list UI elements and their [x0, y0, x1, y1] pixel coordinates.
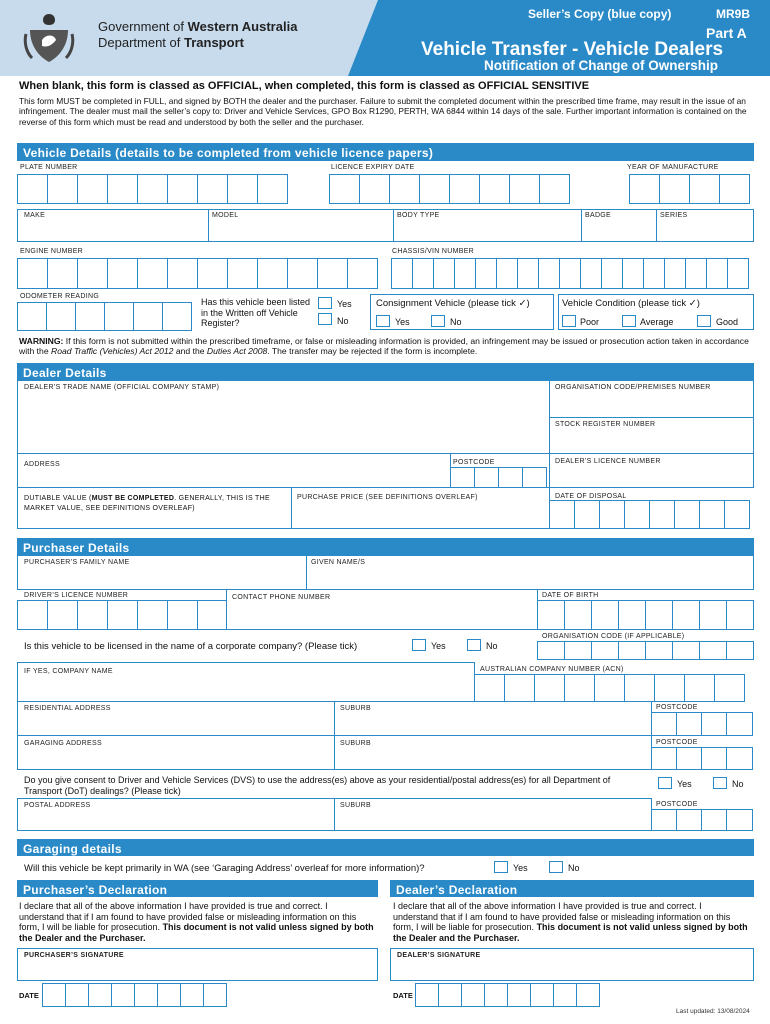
dealer-postcode-label: POSTCODE — [453, 459, 495, 466]
garaging-address-label: GARAGING ADDRESS — [24, 740, 102, 747]
condition-poor-checkbox[interactable] — [562, 315, 576, 327]
consignment-yes-checkbox[interactable] — [376, 315, 390, 327]
acn-label: AUSTRALIAN COMPANY NUMBER (ACN) — [480, 666, 624, 673]
condition-average-label: Average — [640, 317, 674, 327]
garaging-postcode-cells[interactable] — [651, 747, 752, 770]
chassis-vin-label: CHASSIS/VIN NUMBER — [392, 248, 475, 255]
make-field[interactable] — [17, 209, 209, 242]
org-code-label: ORGANISATION CODE/PREMISES NUMBER — [555, 384, 711, 391]
odometer-cells[interactable] — [17, 302, 191, 331]
form-part: Part A — [706, 25, 747, 41]
dealer-signature-label: DEALER’S SIGNATURE — [397, 952, 481, 959]
garaging-no-label: No — [568, 863, 580, 873]
date-disposal-cells[interactable] — [549, 500, 749, 529]
written-off-yes-label: Yes — [337, 299, 352, 309]
written-off-yes-checkbox[interactable] — [318, 297, 332, 309]
purchaser-date-cells[interactable] — [42, 983, 226, 1007]
body-type-label: BODY TYPE — [397, 212, 440, 219]
corporate-yes-label: Yes — [431, 641, 446, 651]
government-name: Government of Western Australia — [98, 19, 298, 34]
acn-cells[interactable] — [474, 674, 744, 702]
residential-postcode-label: POSTCODE — [656, 704, 698, 711]
garaging-postcode-label: POSTCODE — [656, 739, 698, 746]
purchaser-family-name-label: PURCHASER’S FAMILY NAME — [24, 559, 130, 566]
date-of-birth-cells[interactable] — [537, 600, 753, 630]
purchaser-date-label: DATE — [19, 991, 39, 1000]
purchaser-given-names-label: GIVEN NAME/S — [311, 559, 366, 566]
year-manufacture-cells[interactable] — [629, 174, 749, 204]
condition-average-checkbox[interactable] — [622, 315, 636, 327]
dealer-licence-label: DEALER’S LICENCE NUMBER — [555, 458, 661, 465]
plate-number-label: PLATE NUMBER — [20, 164, 78, 171]
driver-licence-cells[interactable] — [17, 600, 227, 630]
residential-suburb-label: SUBURB — [340, 705, 371, 712]
series-label: SERIES — [660, 212, 688, 219]
purchaser-signature-label: PURCHASER’S SIGNATURE — [24, 952, 124, 959]
engine-number-label: ENGINE NUMBER — [20, 248, 84, 255]
consent-yes-label: Yes — [677, 779, 692, 789]
dealer-trade-name-label: DEALER’S TRADE NAME (OFFICIAL COMPANY STAMP) — [24, 384, 220, 391]
purchaser-org-code-cells[interactable] — [537, 641, 753, 660]
classification-notice: When blank, this form is classed as OFFICIAL, when completed, this form is classed as OFFICIAL SENSITIVE — [19, 80, 590, 92]
garaging-suburb-label: SUBURB — [340, 740, 371, 747]
residential-postcode-cells[interactable] — [651, 712, 752, 736]
odometer-label: ODOMETER READING — [20, 293, 100, 300]
engine-number-cells[interactable] — [17, 258, 377, 289]
intro-text: This form MUST be completed in FULL, and signed by BOTH the dealer and the purchaser. Failure to submit the completed document within the prescribed time frame, may result in the issue of an infringement. The dealer must mail the seller’s copy to: Driver and Vehicle Services, GPO Box R1290, PERTH, WA 6844 within 14 days of the sale. Further important information is contained on the reverse of this form which must be read and understood by both the seller and the purchaser. — [19, 96, 747, 127]
dealer-details-heading: Dealer Details — [17, 363, 754, 380]
plate-number-cells[interactable] — [17, 174, 287, 204]
purchaser-given-names-field[interactable] — [306, 555, 754, 590]
purchaser-details-heading: Purchaser Details — [17, 538, 754, 555]
condition-good-label: Good — [716, 317, 739, 327]
address-consent-question: Do you give consent to Driver and Vehicle Services (DVS) to use the address(es) above as your residential/postal address(es) for all Department of Transport (DoT) dealings? (Please tick) — [24, 775, 611, 796]
consignment-no-label: No — [450, 317, 462, 327]
residential-suburb-field[interactable] — [334, 701, 652, 736]
dealer-postcode-cells[interactable] — [450, 467, 546, 488]
contact-phone-label: CONTACT PHONE NUMBER — [232, 594, 331, 601]
stock-register-label: STOCK REGISTER NUMBER — [555, 421, 656, 428]
licence-expiry-cells[interactable] — [329, 174, 569, 204]
postal-postcode-cells[interactable] — [651, 809, 752, 831]
warning-text: WARNING: If this form is not submitted within the prescribed timeframe, or false or misleading information is provided, an infringement may be issued or prosecution action taken in accordance with the Road Traffic (Vehicles) Act 2012 and the Duties Act 2008. The transfer may be rejected if the form is incomplete. — [19, 336, 749, 357]
corporate-yes-checkbox[interactable] — [412, 639, 426, 651]
form-title: Vehicle Transfer - Vehicle Dealers — [421, 39, 724, 60]
consent-no-checkbox[interactable] — [713, 777, 727, 789]
garaging-suburb-field[interactable] — [334, 735, 652, 770]
dutiable-value-label: DUTIABLE VALUE (MUST BE COMPLETED. GENERALLY, THIS IS THE MARKET VALUE, SEE DEFINITIONS OVERLEAF) — [24, 495, 270, 512]
corporate-question: Is this vehicle to be licensed in the name of a corporate company? (Please tick) — [24, 641, 358, 652]
form-code: MR9B — [716, 7, 751, 21]
consignment-yes-label: Yes — [395, 317, 410, 327]
department-name: Department of Transport — [98, 35, 244, 50]
corporate-no-checkbox[interactable] — [467, 639, 481, 651]
wa-crest-icon — [20, 10, 78, 68]
dealer-declaration-text: I declare that all of the above information I have provided is true and correct. I understand that if I am found to have provided false or misleading information on this form, I will be liable for prosecution. This document is not valid unless signed by both the Dealer and the Purchaser. — [393, 901, 748, 943]
driver-licence-label: DRIVER’S LICENCE NUMBER — [24, 592, 129, 599]
written-off-no-checkbox[interactable] — [318, 313, 332, 325]
condition-good-checkbox[interactable] — [697, 315, 711, 327]
purchaser-declaration-heading: Purchaser’s Declaration — [17, 880, 378, 897]
consignment-no-checkbox[interactable] — [431, 315, 445, 327]
postal-address-label: POSTAL ADDRESS — [24, 802, 91, 809]
copy-label: Seller’s Copy (blue copy) — [528, 7, 672, 21]
consent-yes-checkbox[interactable] — [658, 777, 672, 789]
make-label: MAKE — [24, 212, 46, 219]
postal-postcode-label: POSTCODE — [656, 801, 698, 808]
form-subtitle: Notification of Change of Ownership — [484, 58, 718, 73]
purchaser-declaration-text: I declare that all of the above information I have provided is true and correct. I understand that if I am found to have provided false or misleading information on this form, I will be liable for prosecution. This document is not valid unless signed by both the Dealer and the Purchaser. — [19, 901, 374, 943]
garaging-details-heading: Garaging details — [17, 839, 754, 856]
vehicle-condition-label: Vehicle Condition (please tick ✓) — [562, 298, 700, 309]
consent-no-label: No — [732, 779, 744, 789]
dealer-date-cells[interactable] — [415, 983, 599, 1007]
written-off-question: Has this vehicle been listed in the Written off Vehicle Register? — [201, 297, 311, 328]
model-label: MODEL — [212, 212, 239, 219]
badge-label: BADGE — [585, 212, 612, 219]
dealer-address-label: ADDRESS — [24, 461, 60, 468]
company-name-label: IF YES, COMPANY NAME — [24, 668, 113, 675]
purchaser-org-code-label: ORGANISATION CODE (IF APPLICABLE) — [542, 633, 685, 640]
purchase-price-label: PURCHASE PRICE (SEE DEFINITIONS OVERLEAF) — [297, 494, 478, 501]
dealer-declaration-heading: Dealer’s Declaration — [390, 880, 754, 897]
dealer-address-field[interactable] — [17, 453, 451, 488]
garaging-question: Will this vehicle be kept primarily in WA (see ‘Garaging Address’ overleaf for more information)? — [24, 863, 425, 874]
garaging-yes-checkbox[interactable] — [494, 861, 508, 873]
date-of-birth-label: DATE OF BIRTH — [542, 592, 599, 599]
garaging-yes-label: Yes — [513, 863, 528, 873]
postal-suburb-label: SUBURB — [340, 802, 371, 809]
consignment-label: Consignment Vehicle (please tick ✓) — [376, 298, 530, 309]
last-updated: Last updated: 13/08/2024 — [676, 1008, 750, 1015]
dealer-trade-name-field[interactable] — [17, 380, 550, 454]
vehicle-details-heading: Vehicle Details (details to be completed from vehicle licence papers) — [17, 143, 754, 161]
postal-suburb-field[interactable] — [334, 798, 652, 831]
year-manufacture-label: YEAR OF MANUFACTURE — [627, 164, 719, 171]
written-off-no-label: No — [337, 316, 349, 326]
date-disposal-label: DATE OF DISPOSAL — [555, 493, 627, 500]
licence-expiry-label: LICENCE EXPIRY DATE — [331, 164, 415, 171]
corporate-no-label: No — [486, 641, 498, 651]
residential-address-label: RESIDENTIAL ADDRESS — [24, 705, 111, 712]
dealer-date-label: DATE — [393, 991, 413, 1000]
chassis-vin-cells[interactable] — [391, 258, 748, 289]
garaging-no-checkbox[interactable] — [549, 861, 563, 873]
condition-poor-label: Poor — [580, 317, 600, 327]
